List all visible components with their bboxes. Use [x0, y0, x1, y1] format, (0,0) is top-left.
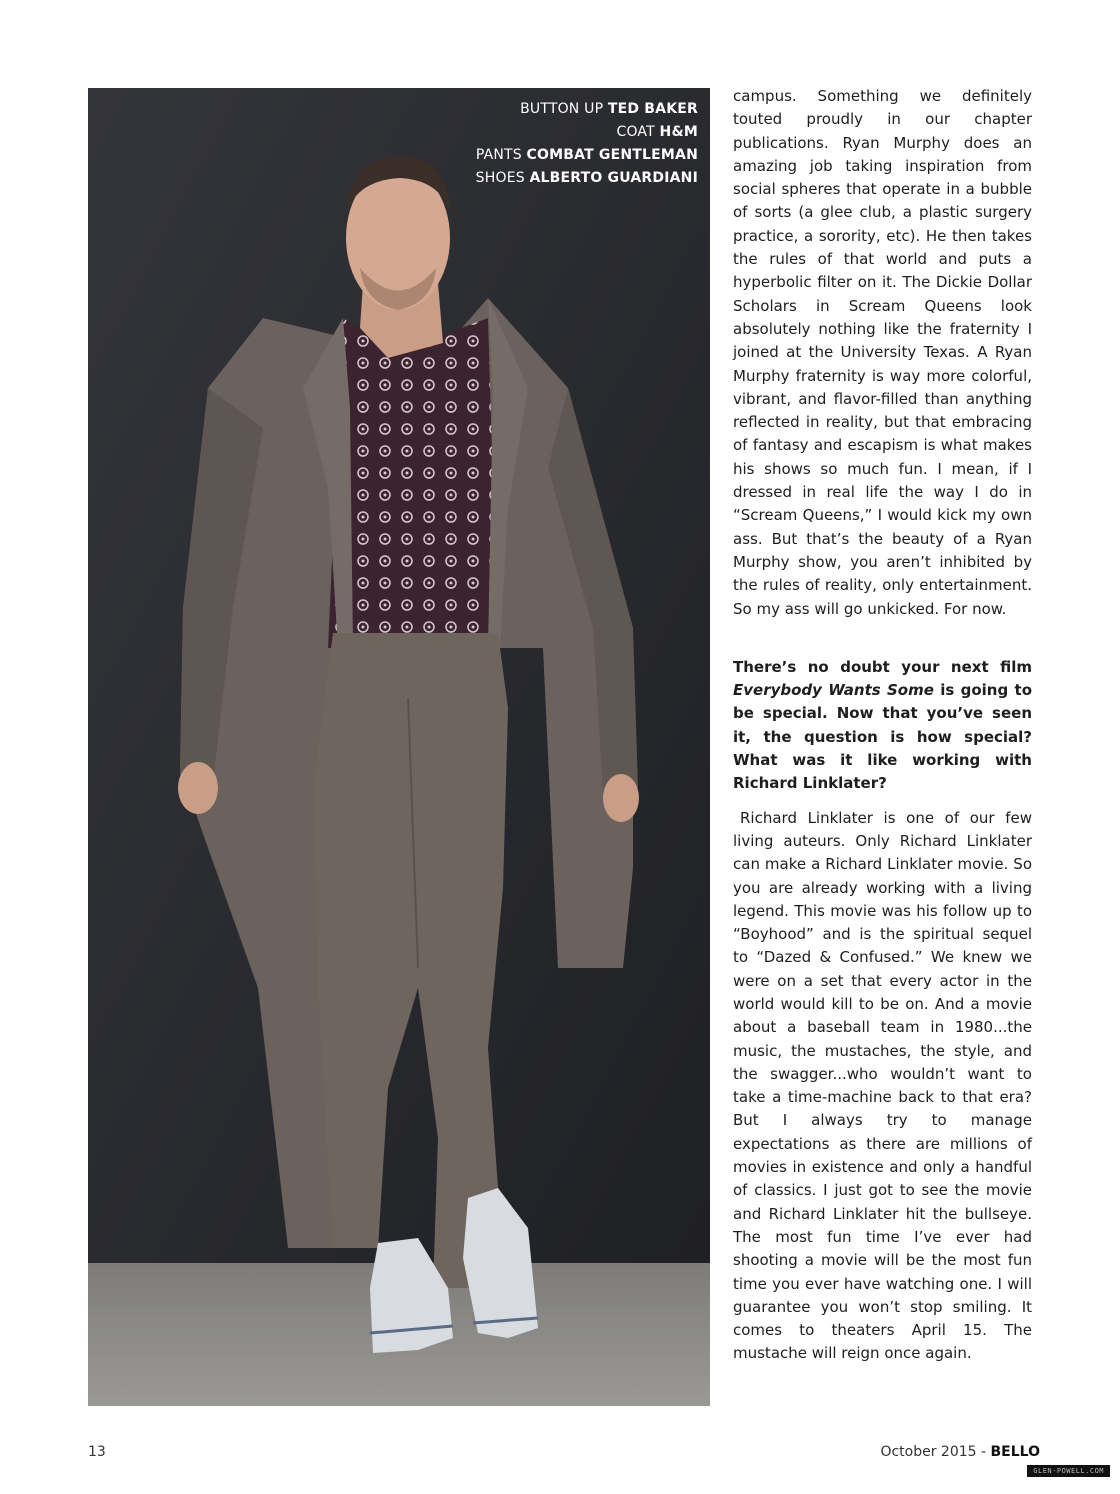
- wardrobe-credits: [476, 98, 698, 190]
- hand-right: [603, 774, 639, 822]
- credit-line: PANTS COMBAT GENTLEMAN: [475, 147, 698, 163]
- credit-line: COAT H&M: [616, 124, 698, 140]
- article-column: [733, 85, 1032, 1366]
- shirt: [328, 318, 498, 648]
- film-title: Everybody Wants Some: [733, 681, 934, 700]
- article-paragraph: campus. Something we definitely touted proudly in our chapter publications. Ryan Murphy does an amazing job taking inspiration from social spheres that operate in a bubble of sorts (a glee club, a plastic surgery practice, a sorority, etc). He then takes the rules of that world and puts a hyperbolic filter on it. The Dickie Dollar Scholars in Scream Queens look absolutely nothing like the fraternity I joined at the University Texas. A Ryan Murphy fraternity is way more colorful, vibrant, and flavor-filled than anything reflected in reality, but that embracing of fantasy and escapism is what makes his shows so much fun. I mean, if I dressed in real life the way I do in “Scream Queens,” I would kick my own ass. But that’s the beauty of a Ryan Murphy show, you aren’t inhibited by the rules of reality, only entertainment. So my ass will go unkicked. For now.: [733, 87, 1032, 618]
- interview-question: There’s no doubt your next film Everybody Wants Some is going to be special. Now that you’ve seen it, the question is how special? What was it like working with Richard Linklater?: [733, 657, 1032, 793]
- credit-line: BUTTON UP TED BAKER: [520, 101, 698, 117]
- fashion-photo: [88, 88, 710, 1406]
- photo-illustration: [88, 88, 710, 1406]
- credit-line: SHOES ALBERTO GUARDIANI: [475, 170, 698, 186]
- hand-left: [178, 762, 218, 814]
- magazine-name: BELLO: [990, 1444, 1040, 1460]
- issue-line: October 2015 - BELLO: [880, 1444, 1040, 1460]
- article-paragraph: Richard Linklater is one of our few living auteurs. Only Richard Linklater can make a Richard Linklater movie. So you are already working with a living legend. This movie was his follow up to “Boyhood” and is the spiritual sequel to “Dazed & Confused.” We knew we were on a set that every actor in the world would kill to be on. And a movie about a baseball team in 1980...the music, the mustaches, the style, and the swagger...who wouldn’t want to take a time-machine back to that era? But I always try to manage expectations as there are millions of movies in existence and only a handful of classics. I just got to see the movie and Richard Linklater hit the bullseye. The most fun time I’ve ever had shooting a movie will be the most fun time you ever have watching one. I will guarantee you won’t stop smiling. It comes to theaters April 15. The mustache will reign once again.: [733, 808, 1032, 1363]
- site-watermark: GLEN-POWELL.COM: [1027, 1465, 1110, 1477]
- page-number: 13: [88, 1444, 106, 1460]
